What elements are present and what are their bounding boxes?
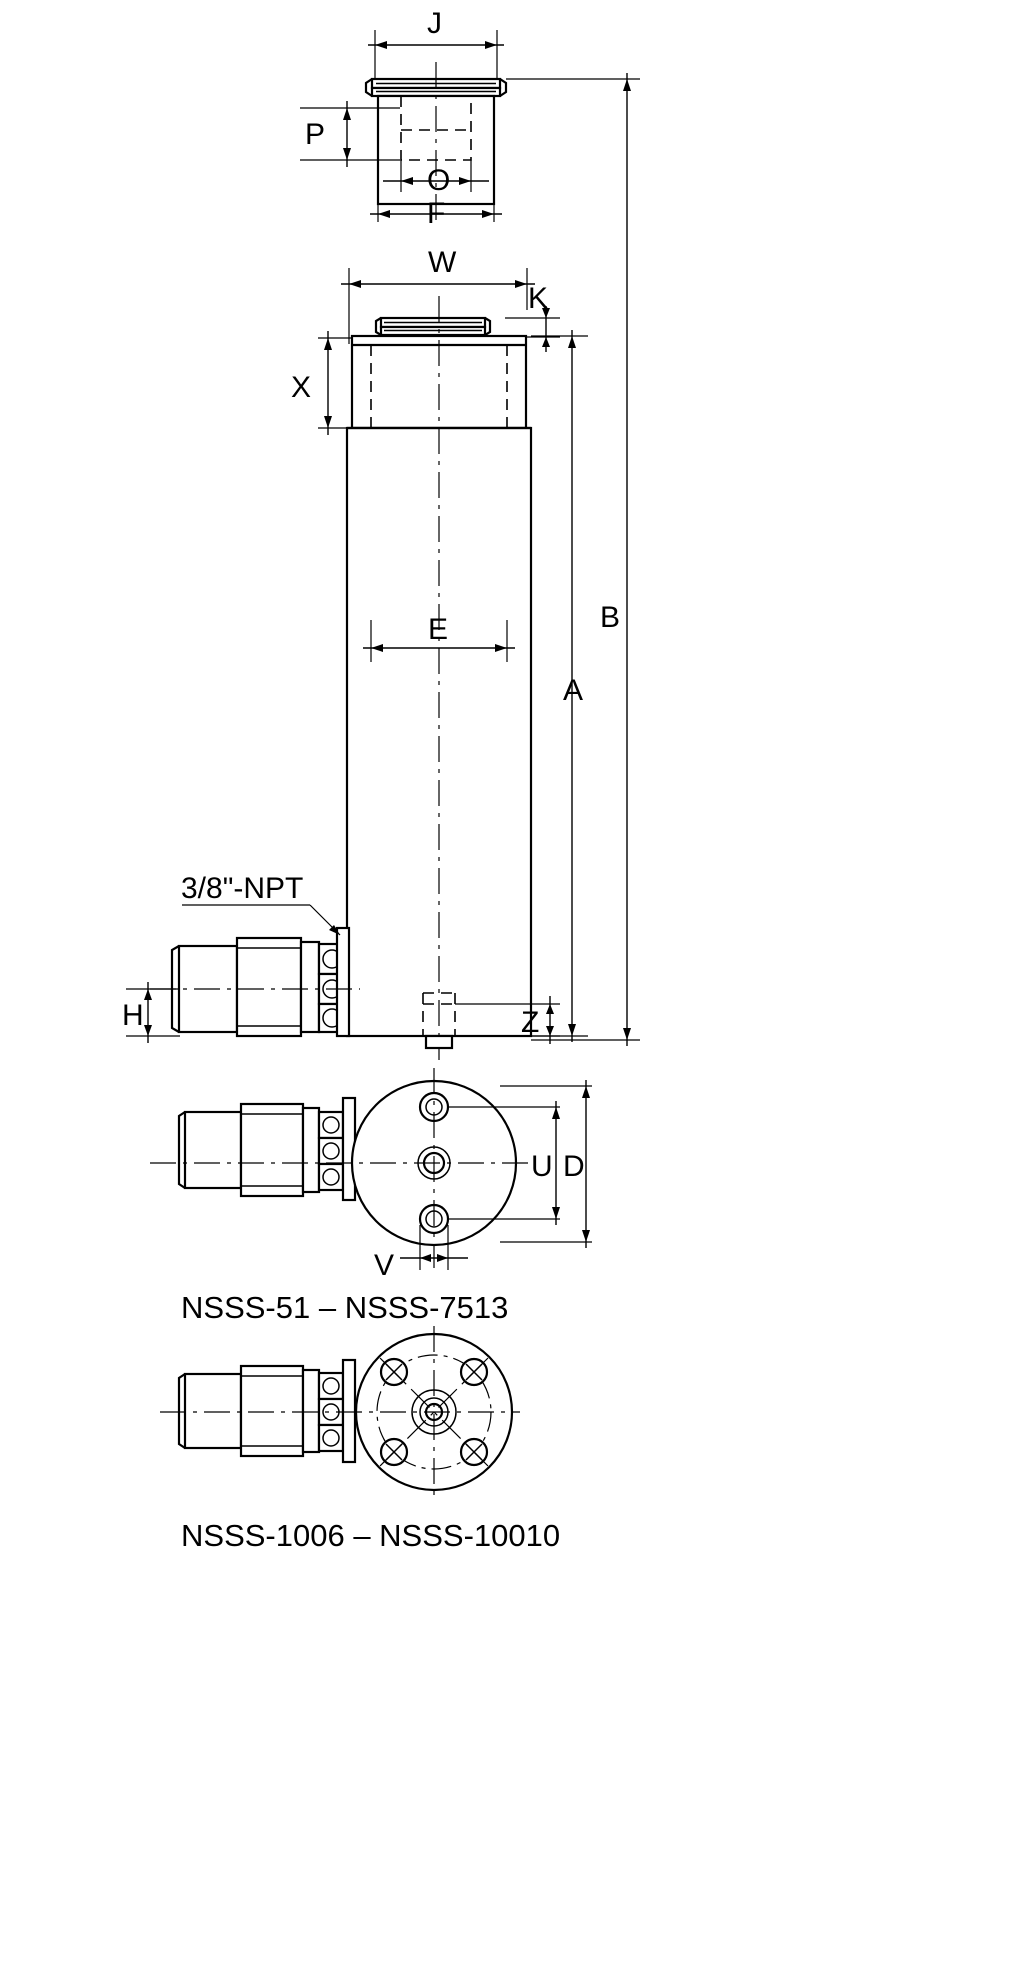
base-view-large-coupler [179,1360,355,1462]
dimension-label-K: K [528,282,549,315]
dimension-label-A: A [563,674,584,707]
dimension-label-X: X [291,371,312,404]
base-view-small-coupler [179,1098,355,1200]
dimension-label-H: H [122,999,144,1032]
dimension-label-F: F [427,197,446,230]
dimension-label-Z: Z [521,1006,540,1039]
base-view-large [160,1326,560,1553]
cylinder-saddle [376,318,490,335]
coupler-assembly [150,928,360,1036]
dimension-label-D: D [563,1150,585,1183]
saddle-detail-view [300,7,506,230]
dimension-label-U: U [531,1150,553,1183]
base-view-small [150,1068,592,1325]
npt-callout [181,872,340,935]
dimension-A [531,330,588,1042]
caption-view-top: NSSS-51 – NSSS-7513 [181,1290,509,1325]
dimension-label-W: W [428,246,457,279]
dimension-label-O: O [427,164,451,197]
dimension-X [291,331,352,435]
caption-view-bottom: NSSS-1006 – NSSS-10010 [181,1518,561,1553]
dimension-label-E: E [428,613,449,646]
dimension-label-B: B [600,601,621,634]
dimension-label-J: J [427,7,442,40]
cylinder-side-view [122,73,640,1060]
npt-thread-label: 3/8"-NPT [181,872,304,905]
dimension-label-V: V [374,1249,395,1282]
dimension-label-P: P [305,118,326,151]
